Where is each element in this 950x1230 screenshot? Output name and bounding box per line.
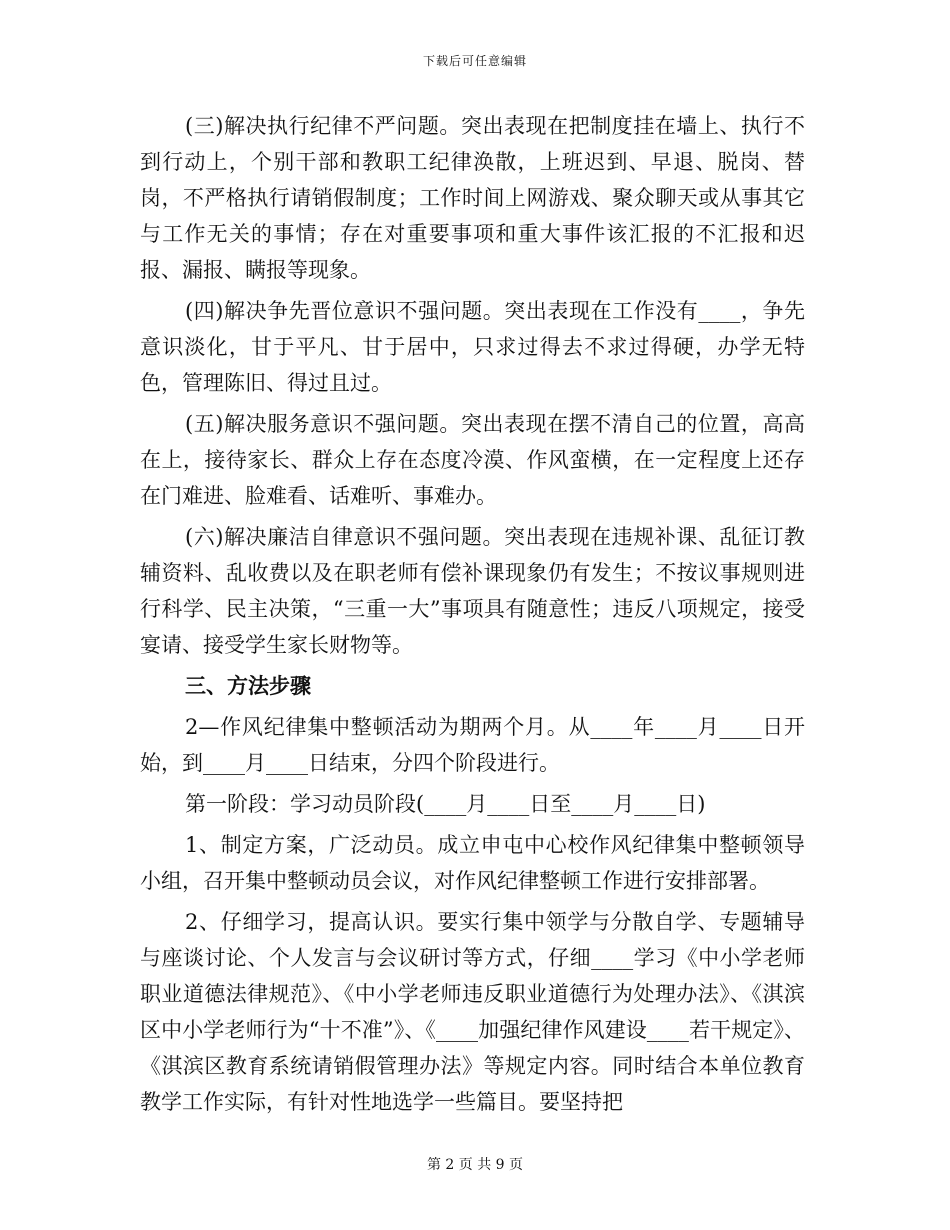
paragraph-step-one: 1、制定方案，广泛动员。成立申屯中心校作风纪律集中整顿领导小组，召开集中整顿动员会议，对作风纪律整顿工作进行安排部署。 <box>140 833 805 893</box>
paragraph-phase-one: 第一阶段：学习动员阶段(____月____日至____月____日) <box>185 792 706 816</box>
paragraph-timeline: 2—作风纪律集中整顿活动为期两个月。从____年____月____日开始，到____月____日结束，分四个阶段进行。 <box>140 715 805 775</box>
paragraph-service: (五)解决服务意识不强问题。突出表现在摆不清自己的位置，高高在上，接待家长、群众上存在态度冷漠、作风蛮横，在一定程度上还存在门难进、脸难看、话难听、事难办。 <box>140 412 805 508</box>
document-body <box>140 108 805 1125</box>
paragraph-step-two: 2、仔细学习，提高认识。要实行集中领学与分散自学、专题辅导与座谈讨论、个人发言与会议研讨等方式，仔细____学习《中小学老师职业道德法律规范》、《中小学老师违反职业道德行为处理办法》、《淇滨区中小学老师行为“十不准”》、《____加强纪律作风建设____若干规定》、《淇滨区教育系统请销假管理办法》等规定内容。同时结合本单位教育教学工作实际，有针对性地选学一些篇目。要坚持把 <box>140 910 805 1114</box>
section-heading: 三、方法步骤 <box>185 673 311 698</box>
paragraph-discipline: (三)解决执行纪律不严问题。突出表现在把制度挂在墙上、执行不到行动上，个别干部和教职工纪律涣散，上班迟到、早退、脱岗、替岗，不严格执行请销假制度；工作时间上网游戏、聚众聊天或从事其它与工作无关的事情；存在对重要事项和重大事件该汇报的不汇报和迟报、漏报、瞒报等现象。 <box>140 114 805 282</box>
paragraph-competition: (四)解决争先晋位意识不强问题。突出表现在工作没有____，争先意识淡化，甘于平凡、甘于居中，只求过得去不求过得硬，办学无特色，管理陈旧、得过且过。 <box>140 299 805 395</box>
page-number: 第 2 页 共 9 页 <box>426 1157 524 1173</box>
page-header-note: 下载后可任意编辑 <box>422 54 527 68</box>
paragraph-integrity: (六)解决廉洁自律意识不强问题。突出表现在违规补课、乱征订教辅资料、乱收费以及在职老师有偿补课现象仍有发生；不按议事规则进行科学、民主决策，“三重一大”事项具有随意性；违反八项规定，接受宴请、接受学生家长财物等。 <box>140 525 805 657</box>
